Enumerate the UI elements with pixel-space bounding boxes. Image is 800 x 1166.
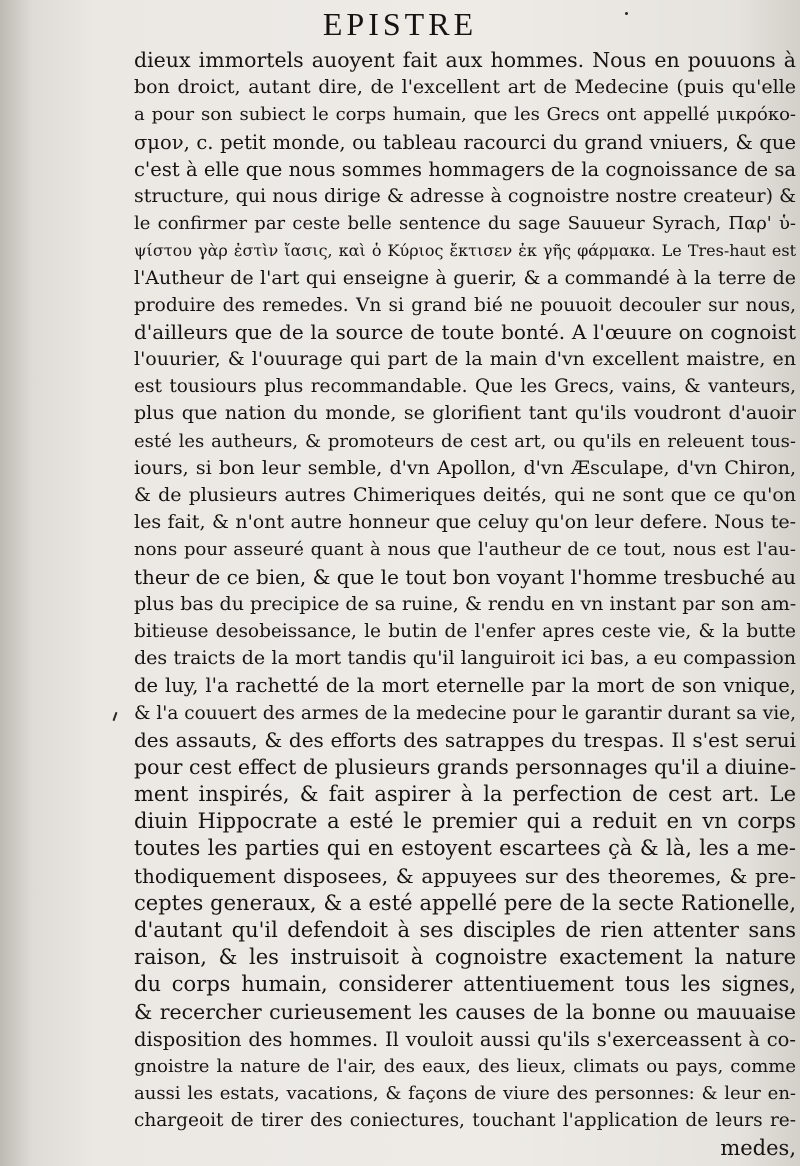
text-line: l'ouurier, & l'ouurage qui part de la main d'vn excellent maistre, en xyxy=(134,348,796,371)
text-line: iours, si bon leur semble, d'vn Apollon, d'vn Æsculape, d'vn Chiron, xyxy=(134,456,796,479)
running-title-text: EPISTRE xyxy=(322,6,478,42)
text-line: du corps humain, considerer attentiuement tous les signes, xyxy=(134,972,796,997)
text-line: plus bas du precipice de sa ruine, & rendu en vn instant par son am- xyxy=(134,592,796,615)
text-line: nons pour asseuré quant à nous que l'autheur de ce tout, nous est l'au- xyxy=(134,539,796,561)
text-line: bitieuse desobeissance, le butin de l'enfer apres ceste vie, & la butte xyxy=(134,620,796,642)
text-line: bon droict, autant dire, de l'excellent art de Medecine (puis qu'elle xyxy=(134,76,796,99)
text-line: & l'a couuert des armes de la medecine pour le garantir durant sa vie, xyxy=(134,702,796,724)
running-title xyxy=(0,4,800,44)
text-line: est tousiours plus recommandable. Que les Grecs, vains, & vanteurs, xyxy=(134,376,796,398)
text-line: toutes les parties qui en estoyent escartees çà & là, les a me- xyxy=(134,836,796,861)
text-line: dieux immortels auoyent fait aux hommes. Nous en pouuons à xyxy=(134,48,796,72)
text-line: ceptes generaux, & a esté appellé pere de la secte Rationelle, xyxy=(134,890,796,915)
body-text xyxy=(134,47,796,1162)
text-line: disposition des hommes. Il vouloit aussi qu'ils s'exerceassent à co- xyxy=(134,1027,796,1051)
text-line: c'est à elle que nous sommes hommagers de la cognoissance de sa xyxy=(134,157,796,181)
text-line: des assauts, & des efforts des satrappes du trespas. Il s'est serui xyxy=(134,727,796,752)
text-line: d'autant qu'il defendoit à ses disciples de rien attenter sans xyxy=(134,918,796,942)
text-line: esté les autheurs, & promoteurs de cest art, ou qu'ils en releuent tous- xyxy=(134,430,796,452)
text-line: pour cest effect de plusieurs grands personnages qu'il a diuine- xyxy=(134,754,796,779)
text-line: les fait, & n'ont autre honneur que celuy qu'on leur defere. Nous te- xyxy=(134,511,796,534)
text-line: raison, & les instruisoit à cognoistre exactement la nature xyxy=(134,945,796,970)
text-line: diuin Hippocrate a esté le premier qui a reduit en vn corps xyxy=(134,809,796,834)
text-line: produire des remedes. Vn si grand bié ne pouuoit decouler sur nous, xyxy=(134,294,796,316)
text-line: le confirmer par ceste belle sentence du sage Sauueur Syrach, Παρ' ὑ- xyxy=(134,213,796,235)
text-line: de luy, l'a rachetté de la mort eternelle par la mort de son vnique, xyxy=(134,674,796,698)
text-line: a pour son subiect le corps humain, que les Grecs ont appellé μικρόκο- xyxy=(134,104,796,126)
text-line: plus que nation du monde, se glorifient tant qu'ils voudront d'auoir xyxy=(134,402,796,425)
text-line: aussi les estats, vacations, & façons de viure des personnes: & leur en- xyxy=(134,1083,796,1105)
text-line: des traicts de la mort tandis qu'il languiroit ici bas, a eu compassion xyxy=(134,647,796,670)
text-line: ψίστου γὰρ ἐστὶν ἴασις, καὶ ὁ Κύριος ἔκτισεν ἐκ γῆς φάρμακα. Le Tres-haut est xyxy=(134,241,796,261)
text-line: structure, qui nous dirige & adresse à cognoistre nostre createur) & xyxy=(134,184,796,207)
text-line: theur de ce bien, & que le tout bon voyant l'homme tresbuché au xyxy=(134,564,796,589)
catchword: medes, xyxy=(720,1135,796,1160)
text-line: thodiquement disposees, & appuyees sur des theoremes, & pre- xyxy=(134,863,796,888)
text-line: ment inspirés, & fait aspirer à la perfection de cest art. Le xyxy=(134,782,796,807)
text-line: gnoistre la nature de l'air, des eaux, des lieux, climats ou pays, comme xyxy=(134,1055,796,1077)
text-line: & de plusieurs autres Chimeriques deités, qui ne sont que ce qu'on xyxy=(134,484,796,506)
text-line: l'Autheur de l'art qui enseigne à guerir, & a commandé à la terre de xyxy=(134,266,796,289)
text-line: chargeoit de tirer des coniectures, touchant l'application de leurs re- xyxy=(134,1110,796,1132)
text-line: d'ailleurs que de la source de toute bonté. A l'œuure on cognoist xyxy=(134,319,796,344)
printer-mark xyxy=(625,12,628,15)
text-line: & recercher curieusement les causes de la bonne ou mauuaise xyxy=(134,999,796,1024)
text-line: σμον, c. petit monde, ou tableau racourci du grand vniuers, & que xyxy=(134,130,796,154)
margin-mark xyxy=(113,712,118,721)
